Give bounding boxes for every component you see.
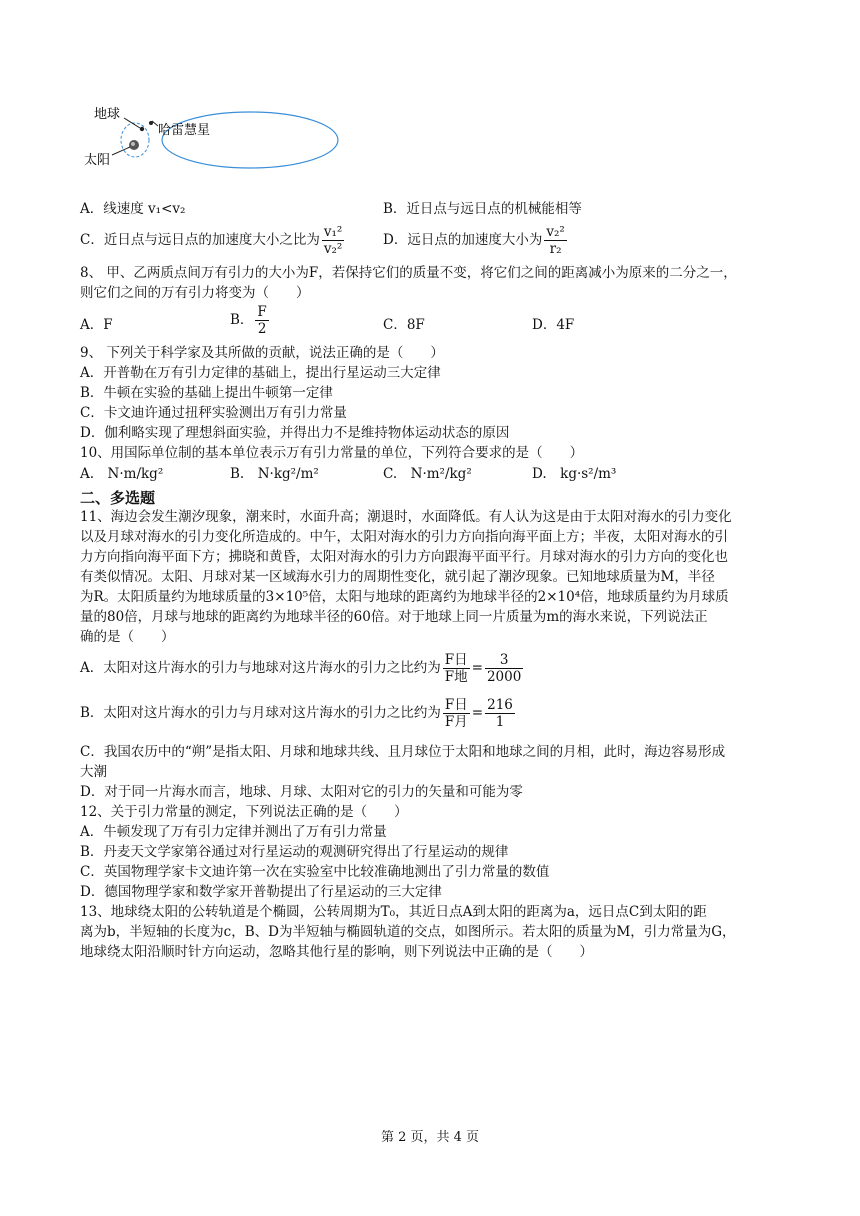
page-footer: 第 2 页，共 4 页 [380, 1130, 480, 1145]
q10-option-d: D. kg·s²/m³ [532, 466, 617, 482]
earth-label: 地球 [94, 107, 121, 122]
fraction: $\frac{\text{v₂²}}{\text{r₂}}$ [546, 224, 565, 257]
q11-option-c-line1: C．我国农历中的“朔”是指太阳、月球和地球共线、且月球位于太阳和地球之间的月相，此时，海边容易形成 [80, 744, 726, 760]
q8-option-d: D．4F [532, 317, 575, 333]
q11-stem-line: 11、海边会发生潮汐现象，潮来时，水面升高；潮退时，水面降低。有人认为这是由于太阳对海水的引力变化 [80, 509, 732, 525]
q7-option-a: A．线速度 v₁<v₂ [80, 201, 186, 217]
q12-stem: 12、关于引力常量的测定，下列说法正确的是（ ） [80, 804, 408, 820]
q10-option-a: A. N·m/kg² [80, 466, 164, 482]
fraction: $\frac{\text{v₁²}}{\text{v₂²}}$ [323, 224, 343, 257]
q12-option-a: A．牛顿发现了万有引力定律并测出了万有引力常量 [80, 824, 387, 840]
fraction: $\frac{\text{F日}}{\text{F月}}$ [444, 697, 468, 730]
q8-option-b: B． $\frac{F}{2}$ [230, 304, 267, 337]
q11-option-b: B．太阳对这片海水的引力与月球对这片海水的引力之比约为 $\frac{\text{F日}}{\text{F月}}$ = $\frac{216}{1}$ [80, 697, 513, 730]
orbit-figure [80, 100, 350, 180]
q11-stem-line: 以及月球对海水的引力变化所造成的。中午，太阳对海水的引力方向指向海平面上方；半夜，太阳对海水的引 [80, 529, 728, 545]
q7-option-d: D．远日点的加速度大小为 $\frac{\text{v₂²}}{\text{r₂}}$ [383, 224, 565, 257]
q9-option-c: C．卡文迪许通过扭秤实验测出万有引力常量 [80, 405, 347, 421]
q7-option-c: C．近日点与远日点的加速度大小之比为 $\frac{\text{v₁²}}{\text{v₂²}}$ [80, 224, 343, 257]
q10-option-c: C. N·m²/kg² [383, 466, 472, 482]
q11-option-c-line2: 大潮 [80, 764, 107, 780]
q10-option-b: B. N·kg²/m² [230, 466, 319, 482]
section-heading: 二、多选题 [80, 489, 156, 507]
q9-stem: 9、 下列关于科学家及其所做的贡献，说法正确的是（ ） [80, 345, 444, 361]
q8-stem-line2: 则它们之间的万有引力将变为（ ） [80, 285, 310, 301]
fraction: $\frac{\text{F日}}{\text{F地}}$ [444, 652, 468, 685]
q11-stem-line: 有类似情况。太阳、月球对某一区域海水引力的周期性变化，就引起了潮汐现象。已知地球质量为M，半径 [80, 569, 715, 585]
q8-option-a: A．F [80, 317, 113, 333]
q11-stem-line: 力方向指向海平面下方；拂晓和黄昏，太阳对海水的引力方向跟海平面平行。月球对海水的引力方向的变化也 [80, 549, 728, 565]
q13-stem-line: 离为b，半短轴的长度为c，B、D为半短轴与椭圆轨道的交点，如图所示。若太阳的质量为M，引力常量为G， [80, 924, 736, 940]
q10-stem: 10、用国际单位制的基本单位表示万有引力常量的单位，下列符合要求的是（ ） [80, 445, 584, 461]
q8-option-c: C．8F [383, 317, 425, 333]
q8-stem-line1: 8、 甲、乙两质点间万有引力的大小为F，若保持它们的质量不变，将它们之间的距离减小为原来的二分之一， [80, 265, 737, 281]
fraction: $\frac{3}{2000}$ [486, 652, 522, 685]
fraction: $\frac{F}{2}$ [257, 304, 267, 337]
q9-option-d: D．伽利略实现了理想斜面实验，并得出力不是维持物体运动状态的原因 [80, 425, 510, 441]
q9-option-b: B．牛顿在实验的基础上提出牛顿第一定律 [80, 385, 333, 401]
fraction: $\frac{216}{1}$ [487, 697, 513, 730]
q11-stem-line: 确的是（ ） [80, 629, 175, 645]
q9-option-a: A．开普勒在万有引力定律的基础上，提出行星运动三大定律 [80, 365, 441, 381]
q11-option-d: D．对于同一片海水而言，地球、月球、太阳对它的引力的矢量和可能为零 [80, 784, 523, 800]
q12-option-d: D．德国物理学家和数学家开普勒提出了行星运动的三大定律 [80, 884, 442, 900]
earth-icon [140, 127, 144, 131]
sun-label: 太阳 [84, 153, 111, 168]
q12-option-c: C．英国物理学家卡文迪许第一次在实验室中比较准确地测出了引力常量的数值 [80, 864, 550, 880]
q11-option-a: A．太阳对这片海水的引力与地球对这片海水的引力之比约为 $\frac{\text{F日}}{\text{F地}}$ = $\frac{3}{2000}$ [80, 652, 522, 685]
comet-orbit [162, 112, 338, 168]
q11-stem-line: 为R。太阳质量约为地球质量的3×10⁵倍，太阳与地球的距离约为地球半径的2×10⁴倍，地球质量约为月球质 [80, 589, 729, 605]
q13-stem-line: 13、地球绕太阳的公转轨道是个椭圆，公转周期为T₀，其近日点A到太阳的距离为a，远日点C到太阳的距 [80, 904, 707, 920]
q11-stem-line: 量的80倍，月球与地球的距离约为地球半径的60倍。对于地球上同一片质量为m的海水来说，下列说法正 [80, 609, 708, 625]
comet-label: 哈雷慧星 [158, 123, 211, 138]
q12-option-b: B．丹麦天文学家第谷通过对行星运动的观测研究得出了行星运动的规律 [80, 844, 509, 860]
q7-option-b: B．近日点与远日点的机械能相等 [383, 201, 582, 217]
q13-stem-line: 地球绕太阳沿顺时针方向运动，忽略其他行星的影响，则下列说法中正确的是（ ） [80, 944, 593, 960]
earth-orbit [121, 123, 149, 157]
